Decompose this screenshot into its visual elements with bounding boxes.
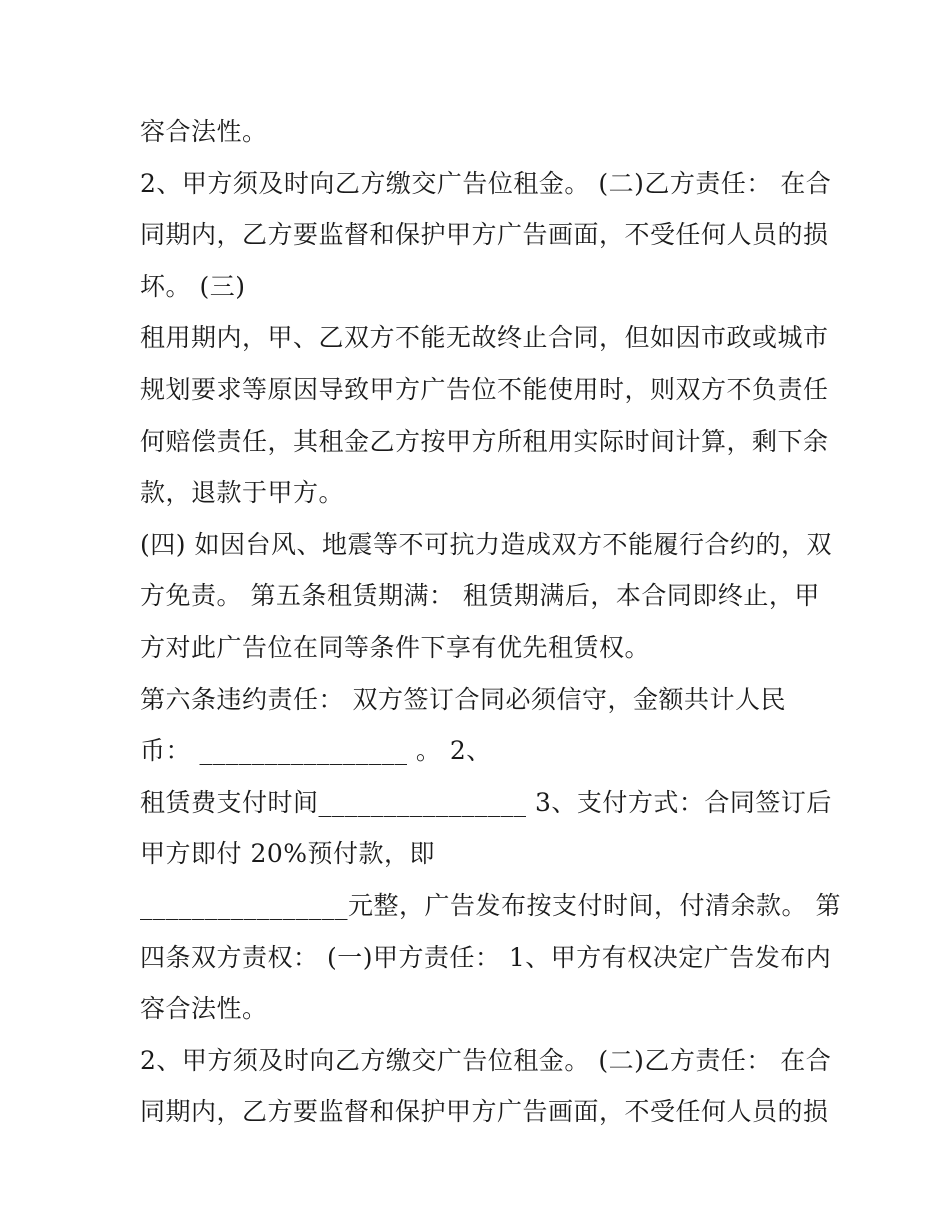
text-line: 容合法性。	[140, 117, 268, 146]
text-line: 2、甲方须及时向乙方缴交广告位租金。 (二)乙方责任： 在合	[140, 1045, 832, 1075]
text-line: 规划要求等原因导致甲方广告位不能使用时，则双方不负责任	[140, 374, 829, 404]
text-line: 第六条违约责任： 双方签订合同必须信守，金额共计人民	[140, 684, 786, 714]
text-line: 同期内，乙方要监督和保护甲方广告画面，不受任何人员的损	[140, 220, 829, 250]
text-line: 坏。 (三)	[140, 271, 246, 301]
text-line: 同期内，乙方要监督和保护甲方广告画面，不受任何人员的损	[140, 1097, 829, 1127]
text-line: 容合法性。	[140, 994, 268, 1024]
text-line: 2、甲方须及时向乙方缴交广告位租金。 (二)乙方责任： 在合	[140, 168, 832, 198]
text-line: 款，退款于甲方。	[140, 478, 345, 508]
text-line: 何赔偿责任，其租金乙方按甲方所租用实际时间计算，剩下余	[140, 426, 829, 456]
text-line: 甲方即付 20%预付款，即	[140, 839, 436, 869]
text-line: 租赁费支付时间________________ 3、支付方式：合同签订后	[140, 787, 832, 817]
document-page	[140, 106, 841, 1138]
text-line: (四) 如因台风、地震等不可抗力造成双方不能履行合约的，双	[140, 529, 832, 559]
text-line: ________________元整，广告发布按支付时间，付清余款。 第	[140, 890, 841, 920]
text-line: 租用期内，甲、乙双方不能无故终止合同，但如因市政或城市	[140, 323, 829, 353]
text-line: 四条双方责权： (一)甲方责任： 1、甲方有权决定广告发布内	[140, 942, 832, 972]
text-line: 方对此广告位在同等条件下享有优先租赁权。	[140, 632, 651, 662]
text-line: 方免责。 第五条租赁期满： 租赁期满后，本合同即终止，甲	[140, 581, 820, 611]
text-line: 币： ________________ 。 2、	[140, 736, 492, 766]
